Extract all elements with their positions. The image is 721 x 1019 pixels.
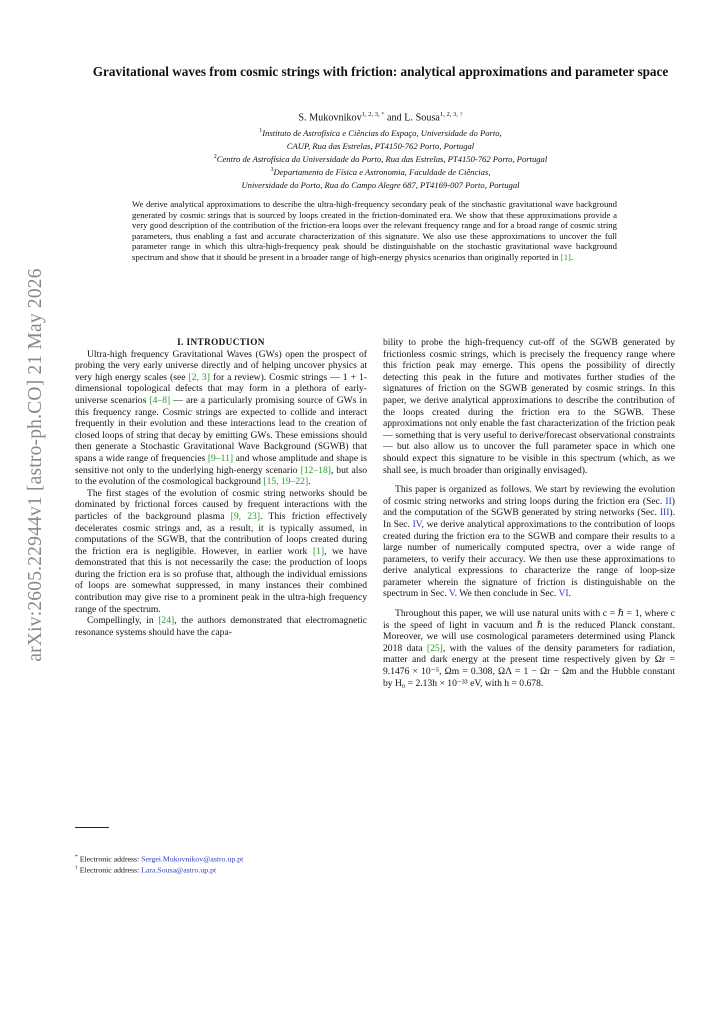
text-run: The first stages of the evolution of cosmic string networks should be dominated by frictional forces caused by frequent interactions with the particles of the background plasma: [75, 487, 367, 522]
text-run: for a review). Cosmic strings — 1 + 1-dimensional topological defects that may form in a plethora of early-universe scenarios: [75, 371, 368, 406]
affiliation-line: [75, 152, 686, 165]
affiliation-text: Centro de Astrofísica da Universidade do Porto, Rua das Estrelas, PT4150-762 Porto, Portugal: [216, 153, 548, 164]
citation-link[interactable]: [4–8]: [149, 394, 171, 406]
paragraph: [383, 608, 675, 689]
abstract: [132, 199, 617, 263]
affiliation-text: Departamento de Física e Astronomia, Faculdade de Ciências,: [273, 167, 491, 178]
text-run: This paper is organized as follows. We start by reviewing the evolution of cosmic string networks and string loops during the friction era (Sec.: [383, 484, 675, 507]
affiliation-number: 2: [213, 154, 217, 161]
citation-link[interactable]: [12–18]: [300, 464, 331, 476]
footnote-rule: [75, 827, 109, 828]
text-run: , but also to the evolution of the cosmological background: [75, 464, 367, 488]
section-heading: I. INTRODUCTION: [177, 337, 265, 347]
section-link[interactable]: II: [665, 495, 672, 507]
author-affiliation-marks: 1, 2, 3,: [439, 111, 460, 118]
affiliation-line: [75, 165, 686, 178]
text-run: , we have demonstrated that this is not necessarily the case: the production of loops during the friction era is so profuse that, although the individual emissions of loops are somewhat suppressed, in many instances their combined contribution may give rise to a prominent peak in the ultra-high frequency range of the spectrum.: [75, 545, 367, 615]
affiliation-text: CAUP, Rua das Estrelas, PT4150-762 Porto, Portugal: [286, 140, 475, 151]
author-name: S. Mukovnikov: [298, 112, 362, 124]
footnote: [75, 863, 365, 876]
section-link[interactable]: IV: [412, 518, 422, 530]
section-link[interactable]: III: [659, 507, 670, 519]
text-run: . We then conclude in Sec.: [454, 588, 559, 600]
abstract-end: .: [570, 251, 574, 262]
left-column: [75, 337, 367, 638]
text-run: . This friction effectively decelerates cosmic strings and, as a result, it is typically assumed, in computations of the SGWB, that the contribution of loops created during the friction era is negligible. However, in earlier work: [75, 510, 368, 557]
footnote-mark: *: [75, 854, 78, 860]
text-run: bility to probe the high-frequency cut-off of the SGWB generated by frictionless cosmic strings, which is precisely the frequency range where this friction peak may emerge. This opens the possibility of directly detecting this peak in the future and motivates further studies of the signatures of friction on the SGWB generated by cosmic strings. In this paper, we derive analytical approximations to describe the contribution of the loops created during the friction era to the SGWB. These approximations not only enable the fast characterization of the friction peak — something that is very useful to derive/forecast observational constraints — but also allow us to uncover the full parameter space in which one should expect this signature to be visible in this spectrum (which, as we shall see, is much broader than originally envisaged).: [383, 337, 675, 476]
arxiv-identifier: arXiv:2605.22944v1 [astro-ph.CO] 21 May 2026: [25, 268, 46, 662]
affiliation-line: [75, 139, 686, 152]
affiliation-line: [75, 126, 686, 139]
citation-link[interactable]: [1]: [312, 545, 325, 557]
paragraph: [75, 349, 367, 488]
citation-link[interactable]: [9, 23]: [230, 510, 261, 522]
citation-link[interactable]: [2, 3]: [188, 371, 210, 383]
affiliation-text: Universidade do Porto, Rua do Campo Alegre 687, PT4169-007 Porto, Portugal: [241, 180, 520, 191]
section-link[interactable]: V: [448, 588, 455, 600]
author-list: [75, 111, 686, 123]
author-name: L. Sousa: [404, 112, 440, 124]
email-link[interactable]: Lara.Sousa@astro.up.pt: [141, 865, 217, 875]
text-run: Compellingly, in: [87, 615, 159, 627]
affiliation-number: 1: [259, 128, 263, 134]
text-run: ). In Sec.: [383, 507, 675, 530]
footnote-label: Electronic address:: [79, 865, 142, 875]
citation-link[interactable]: [25]: [426, 642, 443, 654]
text-run: Ultra-high frequency Gravitational Waves (GWs) open the prospect of probing the very early universe directly and of helping uncover physics at very high energy scales (see: [75, 348, 367, 383]
citation-link[interactable]: [9–11]: [207, 452, 234, 464]
text-run: and whose amplitude and shape is sensitive not only to the underlying high-energy scenario: [75, 452, 368, 476]
paragraph: [75, 488, 367, 616]
affiliations: [75, 126, 686, 191]
author-conjunction: and: [387, 112, 402, 124]
paragraph: [75, 615, 367, 638]
affiliation-line: [75, 178, 686, 191]
paragraph: [383, 337, 675, 476]
footnote-mark-link[interactable]: *: [381, 111, 385, 118]
citation-link[interactable]: [15, 19–22]: [263, 476, 309, 488]
citation-link[interactable]: [1]: [560, 251, 571, 262]
footnote-mark: †: [75, 865, 78, 871]
text-run: , we derive analytical approximations to the contribution of loops created during the friction era to the SGWB and compare their results to a large number of numerically computed spectra, over a wide range of parameters, to verify their accuracy. We then use these approximations to derive analytical expressions to characterize the range of loop-size parameter wherein the signature of friction is distinguishable on the spectrum in Sec.: [383, 518, 675, 600]
right-column: [383, 337, 675, 689]
section-link[interactable]: VI: [558, 588, 569, 600]
paragraph: [383, 484, 675, 600]
abstract-text: We derive analytical approximations to describe the ultra-high-frequency secondary peak of the stochastic gravitational wave background generated by cosmic strings that is sourced by loops created in the friction-dominated era. We show that these approximations provide a very good description of the contribution of the friction-era loops over the relevant frequency range and for a broad range of cosmic string parameters, thus enabling a fast and accurate characterization of this signature. We also use these approximations to uncover the full parameter range in which this ultra-high-frequency peak should be distinguishable on the stochastic gravitational wave background spectrum and show that it should be present in a broader range of high-energy physics scenarios than originally reported in: [132, 199, 617, 262]
email-link[interactable]: Sergei.Mukovnikov@astro.up.pt: [141, 854, 244, 864]
text-run: — are a particularly promising source of GWs in this frequency range. Cosmic strings are expected to collide and interact frequently in their evolution and these interactions lead to the creation of closed loops of string that decay by emitting GWs. These emissions should then generate a Stochastic Gravitational Wave Background (SGWB) that spans a wide range of frequencies: [75, 394, 367, 464]
footnote-label: Electronic address:: [79, 854, 142, 864]
arxiv-sidebar-stamp: [14, 230, 58, 700]
text-run: , with the values of the density parameters for radiation, matter and dark energy at the present time respectively given by Ωr = 9.1476 × 10⁻⁵, Ωm = 0.308, ΩΛ = 1 − Ωr − Ωm and the Hubble constant by H₀ = 2.13h × 10⁻³³ eV, with h = 0.678.: [383, 642, 675, 689]
affiliation-number: 3: [270, 167, 274, 174]
citation-link[interactable]: [24]: [158, 615, 175, 627]
paper-title: Gravitational waves from cosmic strings with friction: analytical approximations and parameter space: [92, 64, 669, 79]
footnote-mark-link[interactable]: †: [459, 111, 463, 118]
text-run: Throughout this paper, we will use natural units with c = ℏ = 1, where c is the speed of light in vacuum and ℏ is the reduced Planck constant. Moreover, we will use cosmological parameters determined using Planck 2018 data: [383, 608, 675, 654]
affiliation-text: Instituto de Astrofísica e Ciências do Espaço, Universidade do Porto,: [262, 127, 502, 138]
text-run: ) and the computation of the SGWB generated by string networks (Sec.: [383, 495, 675, 519]
text-run: .: [568, 588, 571, 600]
text-run: .: [308, 476, 311, 488]
text-run: , the authors demonstrated that electromagnetic resonance systems should have the capa-: [75, 615, 367, 638]
author-affiliation-marks: 1, 2, 3,: [361, 111, 382, 118]
